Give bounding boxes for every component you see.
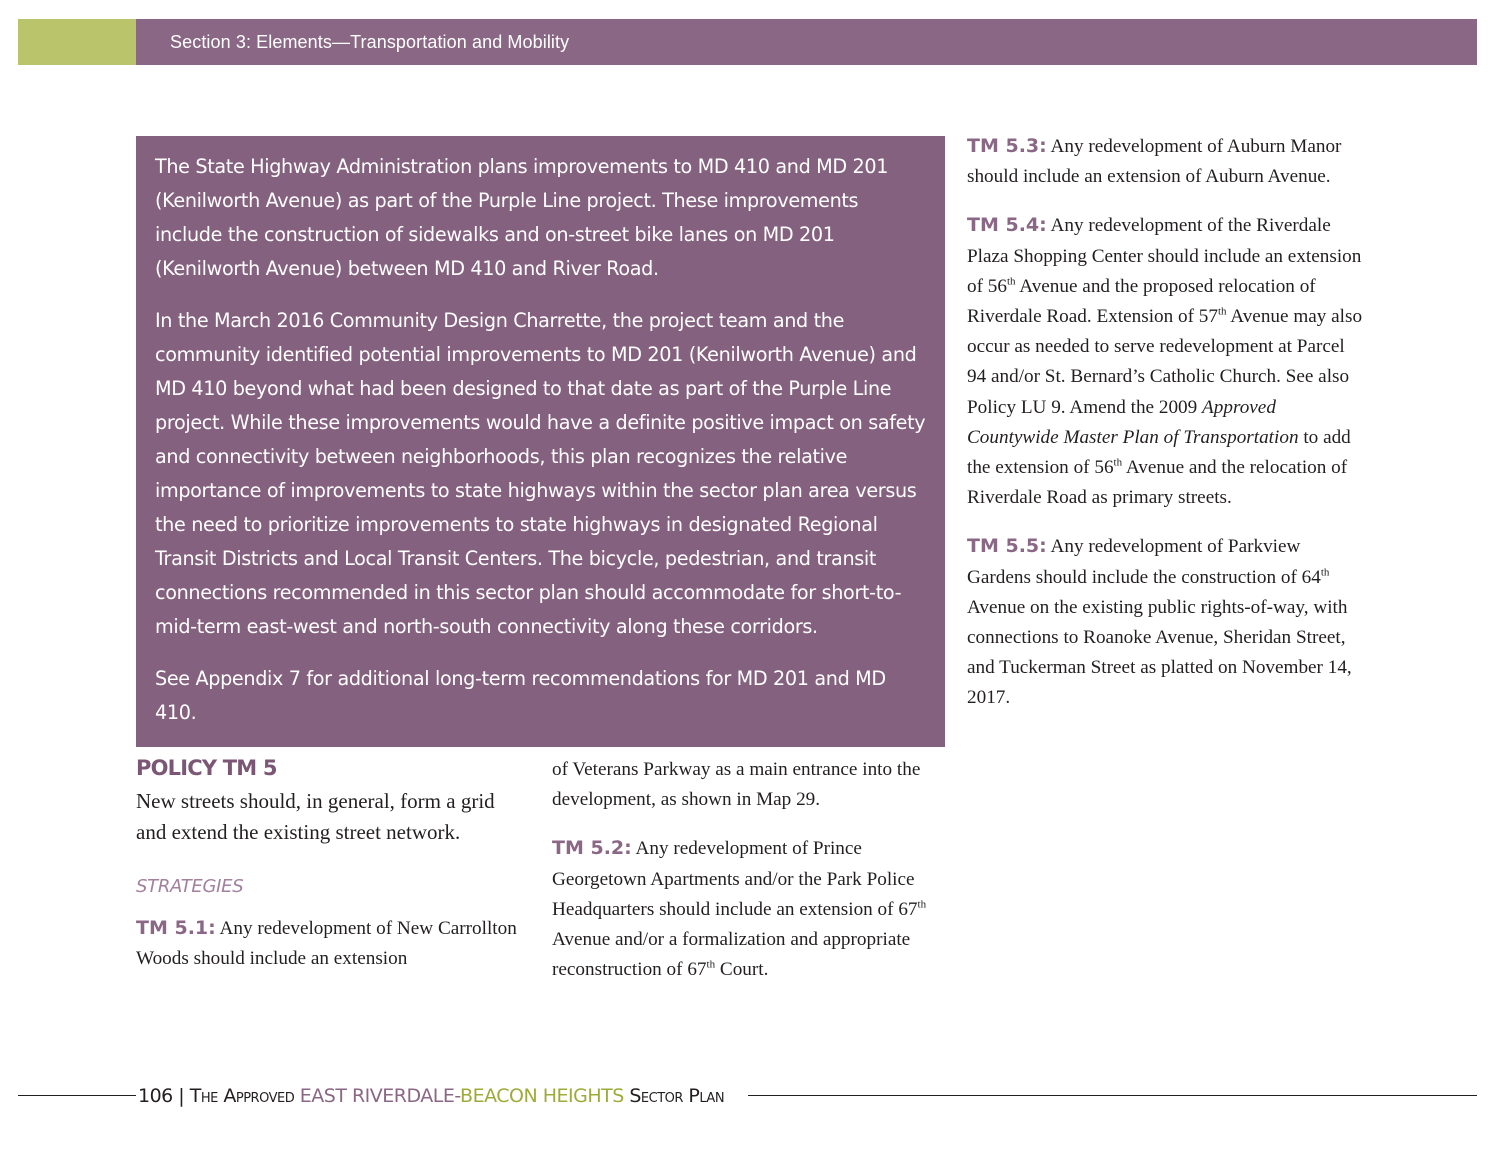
strategy-tm-5-5 — [967, 531, 1367, 713]
ordinal-suffix: th — [917, 898, 927, 911]
footer-suffix: Sector Plan — [623, 1085, 725, 1107]
callout-box — [136, 136, 945, 747]
strategy-label: TM 5.1: — [136, 917, 216, 939]
page-number: 106 — [138, 1085, 173, 1107]
strategy-tm-5-2 — [552, 833, 942, 985]
section-header — [18, 19, 1477, 65]
callout-paragraph: See Appendix 7 for additional long-term recommendations for MD 201 and MD 410. — [155, 667, 886, 724]
strategy-text: Avenue on the existing public rights-of-way, with connections to Roanoke Avenue, Sheridan Street, and Tuckerman Street as platted on November 14, 2017. — [967, 596, 1352, 709]
ordinal-suffix: th — [1113, 456, 1123, 469]
strategy-tm-5-4 — [967, 210, 1367, 513]
strategy-text: Any redevelopment of Prince Georgetown Apartments and/or the Park Police Headquarters should include an extension of 67 — [552, 838, 918, 920]
ordinal-suffix: th — [1006, 275, 1016, 288]
header-accent-bar — [18, 19, 136, 65]
policy-title: POLICY TM 5 — [136, 756, 277, 780]
callout-paragraph: The State Highway Administration plans improvements to MD 410 and MD 201 (Kenilworth Avenue) as part of the Purple Line project. These improvements include the construction of sidewalks and on-street bike lanes on MD 201 (Kenilworth Avenue) between MD 410 and River Road. — [155, 155, 889, 280]
strategy-text: Any redevelopment of Auburn Manor should include an extension of Auburn Avenue. — [967, 136, 1342, 188]
page-footer — [138, 1085, 724, 1107]
strategy-text: Avenue and/or a formalization and appropriate reconstruction of 67 — [552, 929, 911, 981]
strategy-continuation: of Veterans Parkway as a main entrance into the development, as shown in Map 29. — [552, 759, 921, 811]
strategy-label: TM 5.5: — [967, 535, 1047, 558]
strategy-label: TM 5.4: — [967, 214, 1047, 237]
column-three — [967, 131, 1367, 732]
strategy-tm-5-1 — [136, 913, 521, 974]
strategy-text: Avenue may also occur as needed to serve redevelopment at Parcel 94 and/or St. Bernard’s Catholic Church. See also Policy LU 9. Amend the 2009 — [967, 306, 1363, 418]
ordinal-suffix: th — [706, 958, 716, 971]
section-title: Section 3: Elements—Transportation and Mobility — [170, 32, 570, 52]
ordinal-suffix: th — [1217, 305, 1227, 318]
policy-text: New streets should, in general, form a grid and extend the existing street network. — [136, 789, 495, 844]
strategy-text: Avenue and the relocation of Riverdale Road as primary streets. — [967, 457, 1348, 509]
ordinal-suffix: th — [1320, 566, 1330, 579]
strategy-text: to add the extension of 56 — [967, 426, 1351, 479]
strategy-text: Any redevelopment of the Riverdale Plaza Shopping Center should include an extension of 56 — [967, 215, 1362, 297]
strategy-text: Avenue and the proposed relocation of Riverdale Road. Extension of 57 — [967, 275, 1316, 328]
column-two — [552, 755, 942, 1003]
strategy-text: Any redevelopment of New Carrollton Woods should include an extension — [136, 918, 517, 970]
strategy-label: TM 5.2: — [552, 837, 632, 860]
footer-rule-right — [748, 1095, 1477, 1096]
footer-plan-name-east: EAST RIVERDALE- — [299, 1085, 461, 1107]
footer-prefix: The Approved — [189, 1085, 300, 1107]
footer-plan-name-beacon: BEACON HEIGHTS — [460, 1085, 624, 1107]
footer-separator: | — [172, 1085, 190, 1107]
callout-paragraph: In the March 2016 Community Design Charrette, the project team and the community identified potential improvements to MD 201 (Kenilworth Avenue) and MD 410 beyond what had been designed to that date as part of the Purple Line project. While these improvements would have a definite positive impact on safety and connectivity between neighborhoods, this plan recognizes the relative importance of improvements to state highways within the sector plan area versus the need to prioritize improvements to state highways in designated Regional Transit Districts and Local Transit Centers. The bicycle, pedestrian, and transit connections recommended in this sector plan should accommodate for short-to-mid-term east-west and north-south connectivity along these corridors. — [155, 309, 926, 638]
strategy-label: TM 5.3: — [967, 135, 1047, 157]
strategies-heading: STRATEGIES — [136, 876, 244, 897]
strategy-tm-5-3 — [967, 131, 1367, 192]
strategy-text: Court. — [715, 959, 769, 981]
header-bar — [136, 19, 1477, 65]
footer-rule-left — [18, 1095, 136, 1096]
document-title-italic: Approved Countywide Master Plan of Transportation — [967, 396, 1299, 448]
strategy-text: Any redevelopment of Parkview Gardens should include the construction of 64 — [967, 536, 1321, 588]
